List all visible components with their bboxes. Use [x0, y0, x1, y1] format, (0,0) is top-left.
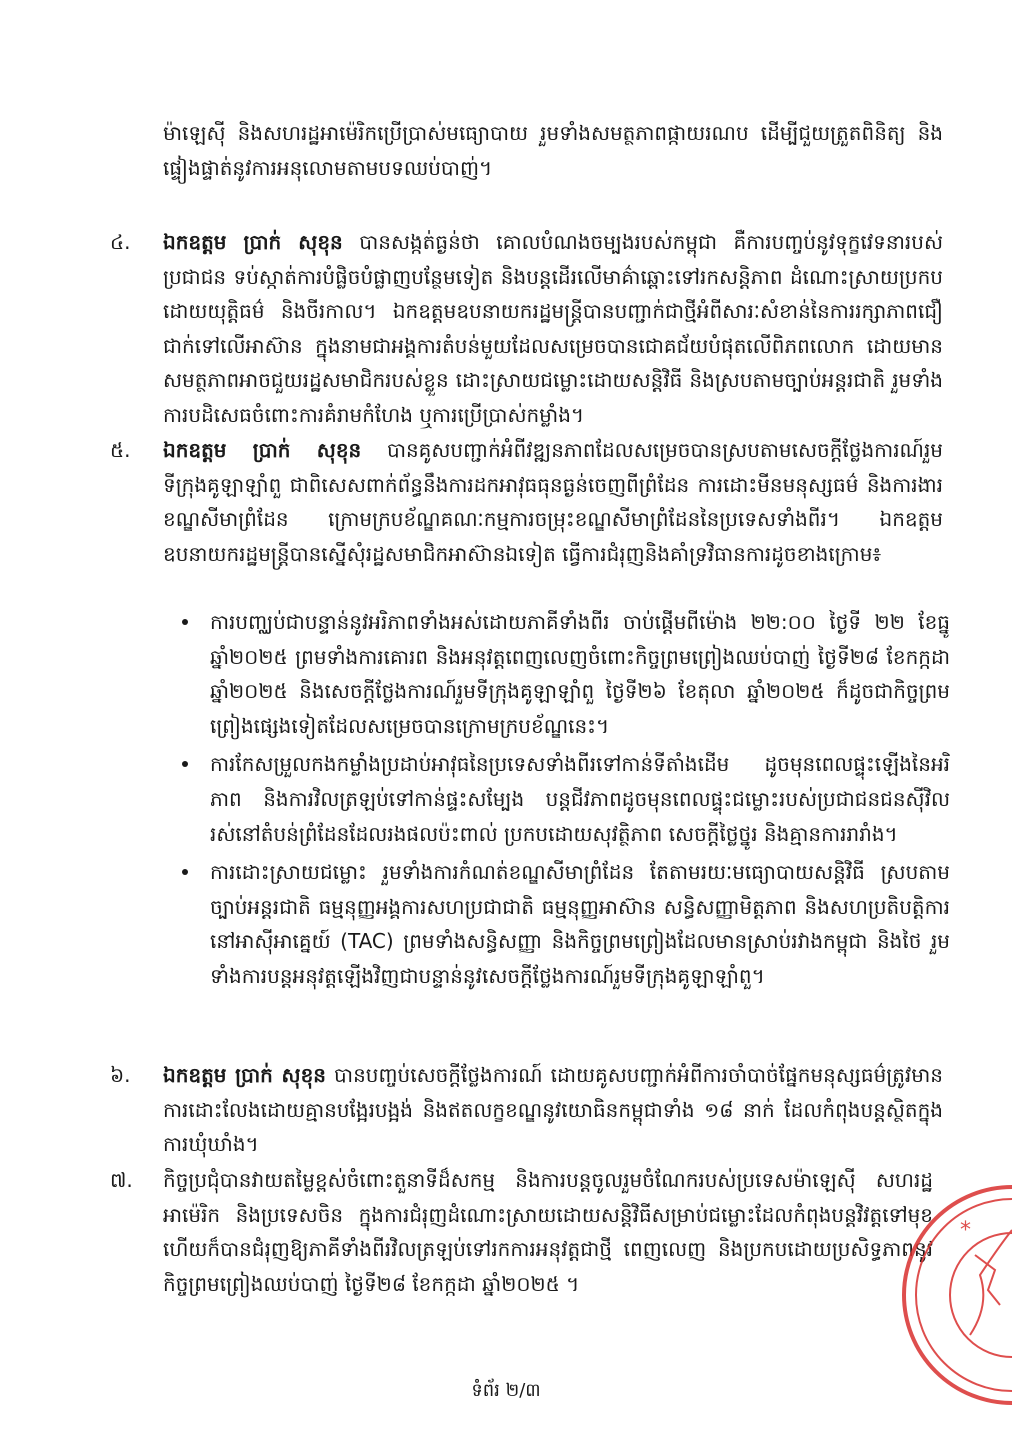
paragraph-continuation: ម៉ាឡេស៊ី និងសហរដ្ឋអាម៉េរិកប្រើប្រាស់មធ្យោបាយ រួមទាំងសមត្ថភាពផ្កាយរណប ដើម្បីជួយត្រួតពិនិត្យ និងផ្ទៀងផ្ទាត់នូវការអនុលោមតាមបទឈប់បាញ់។	[163, 121, 943, 180]
list-item	[210, 855, 950, 993]
paragraph-4	[163, 225, 943, 433]
speaker-name: ឯកឧត្តម ប្រាក់ សុខុន	[163, 438, 362, 462]
speaker-name: ឯកឧត្តម ប្រាក់ សុខុន	[163, 1063, 326, 1087]
paragraph-6-text: បានបញ្ចប់សេចក្តីថ្លែងការណ៍ ដោយគូសបញ្ជាក់អំពីការចាំបាច់ផ្នែកមនុស្សធម៌ត្រូវមានការដោះលែងដោយគ្មានបង្អែរបង្អង់ និងឥតលក្ខខណ្ឌនូវយោធិនកម្ពុជាទាំង ១៨ នាក់ ដែលកំពុងបន្តស្ថិតក្នុងការឃុំឃាំង។	[163, 1063, 943, 1157]
list-item	[210, 605, 950, 743]
page-number: ទំព័រ ២/៣	[471, 1380, 541, 1401]
official-seal-icon	[900, 1185, 1012, 1405]
paragraph-number-4: ៤.	[110, 230, 131, 254]
list-item	[210, 747, 950, 851]
measures-list	[210, 605, 950, 994]
paragraph-4-text: បានសង្កត់ធ្ងន់ថា គោលបំណងចម្បងរបស់កម្ពុជា គឺការបញ្ចប់នូវទុក្ខវេទនារបស់ប្រជាជន ទប់ស្កាត់ការបំផ្លិចបំផ្លាញបន្ថែមទៀត និងបន្តដើរលើមាគ៌ាឆ្ពោះទៅរកសន្តិភាព ដំណោះស្រាយប្រកបដោយយុត្តិធម៌ និងចីរកាល។ ឯកឧត្តមឧបនាយករដ្ឋមន្ត្រីបានបញ្ជាក់ជាថ្មីអំពីសារៈសំខាន់នៃការរក្សាភាពជឿជាក់ទៅលើអាស៊ាន ក្នុងនាមជាអង្គការតំបន់មួយដែលសម្រេចបានជោគជ័យបំផុតលើពិភពលោក ដោយមានសមត្ថភាពអាចជួយរដ្ឋសមាជិករបស់ខ្លួន ដោះស្រាយជម្លោះដោយសន្តិវិធី និងស្របតាមច្បាប់អន្តរជាតិ រួមទាំងការបដិសេធចំពោះការគំរាមកំហែង ឬការប្រើប្រាស់កម្លាំង។	[163, 230, 944, 427]
paragraph-6	[163, 1058, 943, 1162]
bullet-icon	[182, 619, 188, 625]
speaker-name: ឯកឧត្តម ប្រាក់ សុខុន	[163, 230, 343, 254]
paragraph-number-7: ៧.	[110, 1168, 133, 1192]
paragraph-number-5: ៥.	[110, 438, 131, 462]
bullet-icon	[182, 761, 188, 767]
paragraph-number-6: ៦.	[110, 1063, 131, 1087]
bullet-icon	[182, 869, 188, 875]
paragraph-7: កិច្ចប្រជុំបានវាយតម្លៃខ្ពស់ចំពោះតួនាទីដ៏សកម្ម និងការបន្តចូលរួមចំណែករបស់ប្រទេសម៉ាឡេស៊ី សហរដ្ឋអាម៉េរិក និងប្រទេសចិន ក្នុងការជំរុញដំណោះស្រាយដោយសន្តិវិធីសម្រាប់ជម្លោះដែលកំពុងបន្តវិវត្តទៅមុខ ហើយក៏បានជំរុញឱ្យភាគីទាំងពីរវិលត្រឡប់ទៅរកការអនុវត្តជាថ្មី ពេញលេញ និងប្រកបដោយប្រសិទ្ធភាពនូវកិច្ចព្រមព្រៀងឈប់បាញ់ ថ្ងៃទី២៨ ខែកក្កដា ឆ្នាំ២០២៥ ។	[163, 1168, 933, 1296]
paragraph-5	[163, 433, 943, 571]
list-item-text: ការដោះស្រាយជម្លោះ រួមទាំងការកំណត់ខណ្ឌសីមាព្រំដែន តែតាមរយៈមធ្យោបាយសន្តិវិធី ស្របតាមច្បាប់អន្តរជាតិ ធម្មនុញ្ញអង្គការសហប្រជាជាតិ ធម្មនុញ្ញអាស៊ាន សន្ធិសញ្ញាមិត្តភាព និងសហប្រតិបត្តិការនៅអាស៊ីអាគ្នេយ៍ (TAC) ព្រមទាំងសន្ធិសញ្ញា និងកិច្ចព្រមព្រៀងដែលមានស្រាប់រវាងកម្ពុជា និងថៃ រួមទាំងការបន្តអនុវត្តឡើងវិញជាបន្ទាន់នូវសេចក្តីថ្លែងការណ៍រួមទីក្រុងគូឡាឡាំពួ។	[210, 860, 950, 988]
list-item-text: ការបញ្ឈប់ជាបន្ទាន់នូវអរិភាពទាំងអស់ដោយភាគីទាំងពីរ ចាប់ផ្តើមពីម៉ោង ២២:០០ ថ្ងៃទី ២២ ខែធ្នូ ឆ្នាំ២០២៥ ព្រមទាំងការគោរព និងអនុវត្តពេញលេញចំពោះកិច្ចព្រមព្រៀងឈប់បាញ់ ថ្ងៃទី២៨ ខែកក្កដា ឆ្នាំ២០២៥ និងសេចក្តីថ្លែងការណ៍រួមទីក្រុងគូឡាឡាំពួ ថ្ងៃទី២៦ ខែតុលា ឆ្នាំ២០២៥ ក៏ដូចជាកិច្ចព្រមព្រៀងផ្សេងទៀតដែលសម្រេចបានក្រោមក្របខ័ណ្ឌនេះ។	[210, 610, 950, 738]
paragraph-5-text: បានគូសបញ្ជាក់អំពីវឌ្ឍនភាពដែលសម្រេចបានស្របតាមសេចក្តីថ្លែងការណ៍រួមទីក្រុងគូឡាឡាំពួ ជាពិសេសពាក់ព័ន្ធនឹងការដកអាវុធធុនធ្ងន់ចេញពីព្រំដែន ការដោះមីនមនុស្សធម៌ និងការងារខណ្ឌសីមាព្រំដែន ក្រោមក្របខ័ណ្ឌគណៈកម្មការចម្រុះខណ្ឌសីមាព្រំដែននៃប្រទេសទាំងពីរ។ ឯកឧត្តមឧបនាយករដ្ឋមន្ត្រីបានស្នើសុំរដ្ឋសមាជិកអាស៊ានឯទៀត ធ្វើការជំរុញនិងគាំទ្រវិធានការដូចខាងក្រោម៖	[163, 438, 943, 566]
svg-text:*: *	[960, 1218, 971, 1243]
list-item-text: ការកែសម្រួលកងកម្លាំងប្រដាប់អាវុធនៃប្រទេសទាំងពីរទៅកាន់ទីតាំងដើម ដូចមុនពេលផ្ទុះឡើងនៃអរិភាព និងការវិលត្រឡប់ទៅកាន់ផ្ទះសម្បែង បន្តជីវភាពដូចមុនពេលផ្ទុះជម្លោះរបស់ប្រជាជនជនស៊ីវិលរស់នៅតំបន់ព្រំដែនដែលរងផលប៉ះពាល់ ប្រកបដោយសុវត្ថិភាព សេចក្តីថ្លៃថ្នូរ និងគ្មានការរារាំង។	[210, 752, 950, 846]
